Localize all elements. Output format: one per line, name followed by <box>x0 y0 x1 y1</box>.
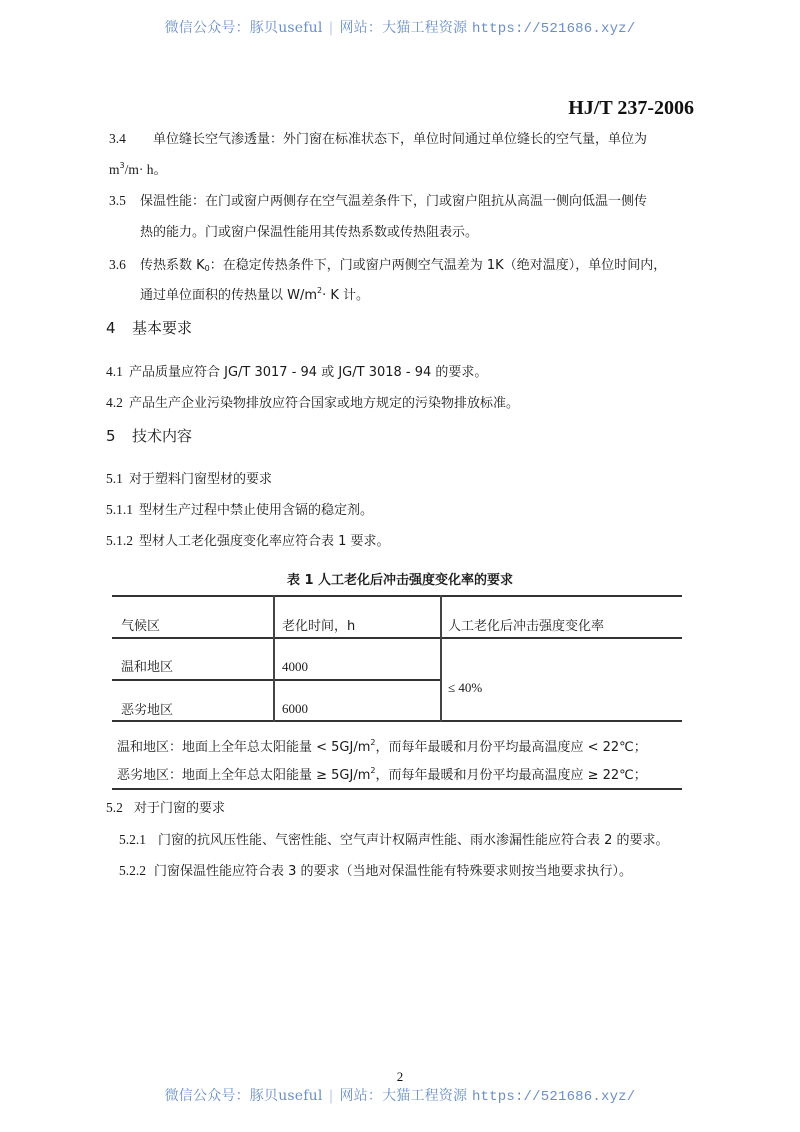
clause-5-1: 5.1 对于塑料门窗型材的要求 <box>106 471 273 487</box>
table-cell-zone: 温和地区 <box>121 660 174 675</box>
table1 <box>112 595 682 721</box>
table-cell-hours: 4000 <box>282 659 308 674</box>
watermark-top <box>0 17 800 37</box>
table-rule-bottom <box>112 720 682 722</box>
table1-note-mild: 温和地区：地面上全年总太阳能量 < $5GJ/m^2$，而每年最暖和月份平均最高温度应 < 22℃； <box>117 738 647 755</box>
clause-5-1-1: 5.1.1 型材生产过程中禁止使用含镉的稳定剂。 <box>106 502 374 518</box>
clause-4-1: 4.1 产品质量应符合 JG/T 3017 - 94 或 JG/T 3018 - 94 的要求。 <box>106 364 488 380</box>
watermark-wechat: 微信公众号：豚贝useful <box>164 1088 323 1104</box>
page-number: 2 <box>396 1069 404 1084</box>
watermark-separator: | <box>328 20 334 36</box>
watermark-wechat: 微信公众号：豚贝useful <box>164 20 323 36</box>
clause-5-2: 5.2 对于门窗的要求 <box>106 800 226 816</box>
clause-5-2-2: 5.2.2 门窗保温性能应符合表 3 的要求（当地对保温性能有特殊要求则按当地要求执行）。 <box>119 863 633 879</box>
table-cell-zone: 恶劣地区 <box>121 703 174 718</box>
clause-5-1-2: 5.1.2 型材人工老化强度变化率应符合表 1 要求。 <box>106 533 390 549</box>
watermark-url: https://521686.xyz/ <box>471 21 636 37</box>
table-header-zone: 气候区 <box>121 619 161 634</box>
table-rule-header <box>112 637 682 639</box>
table-header-rate: 人工老化后冲击强度变化率 <box>448 619 605 634</box>
standard-code: HJ/T 237-2006 <box>568 97 694 119</box>
clause-3-5: 3.5 保温性能：在门或窗户两侧存在空气温差条件下，门或窗户阻抗从高温一侧向低温一侧传 <box>109 193 648 209</box>
clause-3-5-cont: 热的能力。门或窗户保温性能用其传热系数或传热阻表示。 <box>140 225 479 240</box>
clause-3-6: 3.6 传热系数 $K_0$：在稳定传热条件下，门或窗户两侧空气温差为 1K（绝对温度），单位时间内， <box>109 257 667 273</box>
clause-3-4-unit: $m^3/m\cdot h$。 <box>109 161 167 177</box>
watermark-separator: | <box>328 1088 334 1104</box>
table1-notes-rule <box>112 788 682 790</box>
table1-caption: 表 1 人工老化后冲击强度变化率的要求 <box>286 573 514 588</box>
table-cell-hours: 6000 <box>282 701 308 716</box>
clause-4-2: 4.2 产品生产企业污染物排放应符合国家或地方规定的污染物排放标准。 <box>106 395 520 411</box>
section-5-heading: 5 技术内容 <box>106 427 193 445</box>
table-header-hours: 老化时间，h <box>282 619 356 634</box>
table-cell-rate-merged: ≤ 40% <box>448 680 483 695</box>
table-col-divider-2 <box>440 595 442 722</box>
table1-note-harsh: 恶劣地区：地面上全年总太阳能量 ≥ $5GJ/m^2$，而每年最暖和月份平均最高温度应 ≥ 22℃； <box>117 766 647 783</box>
table-rule-row <box>112 679 441 681</box>
table-col-divider-1 <box>273 595 275 722</box>
clause-3-4: 3.4 单位缝长空气渗透量：外门窗在标准状态下，单位时间通过单位缝长的空气量，单位为 <box>109 131 648 147</box>
clause-3-6-cont: 通过单位面积的传热量以 $W/m^2\cdot K$ 计。 <box>140 286 370 303</box>
watermark-site: 网站：大猫工程资源 <box>339 20 468 36</box>
clause-5-2-1: 5.2.1 门窗的抗风压性能、气密性能、空气声计权隔声性能、雨水渗漏性能应符合表 2 的要求。 <box>119 832 669 848</box>
watermark-url: https://521686.xyz/ <box>471 1089 636 1105</box>
watermark-bottom <box>0 1085 800 1105</box>
table-rule-top <box>112 595 682 597</box>
watermark-site: 网站：大猫工程资源 <box>339 1088 468 1104</box>
section-4-heading: 4 基本要求 <box>106 319 193 337</box>
